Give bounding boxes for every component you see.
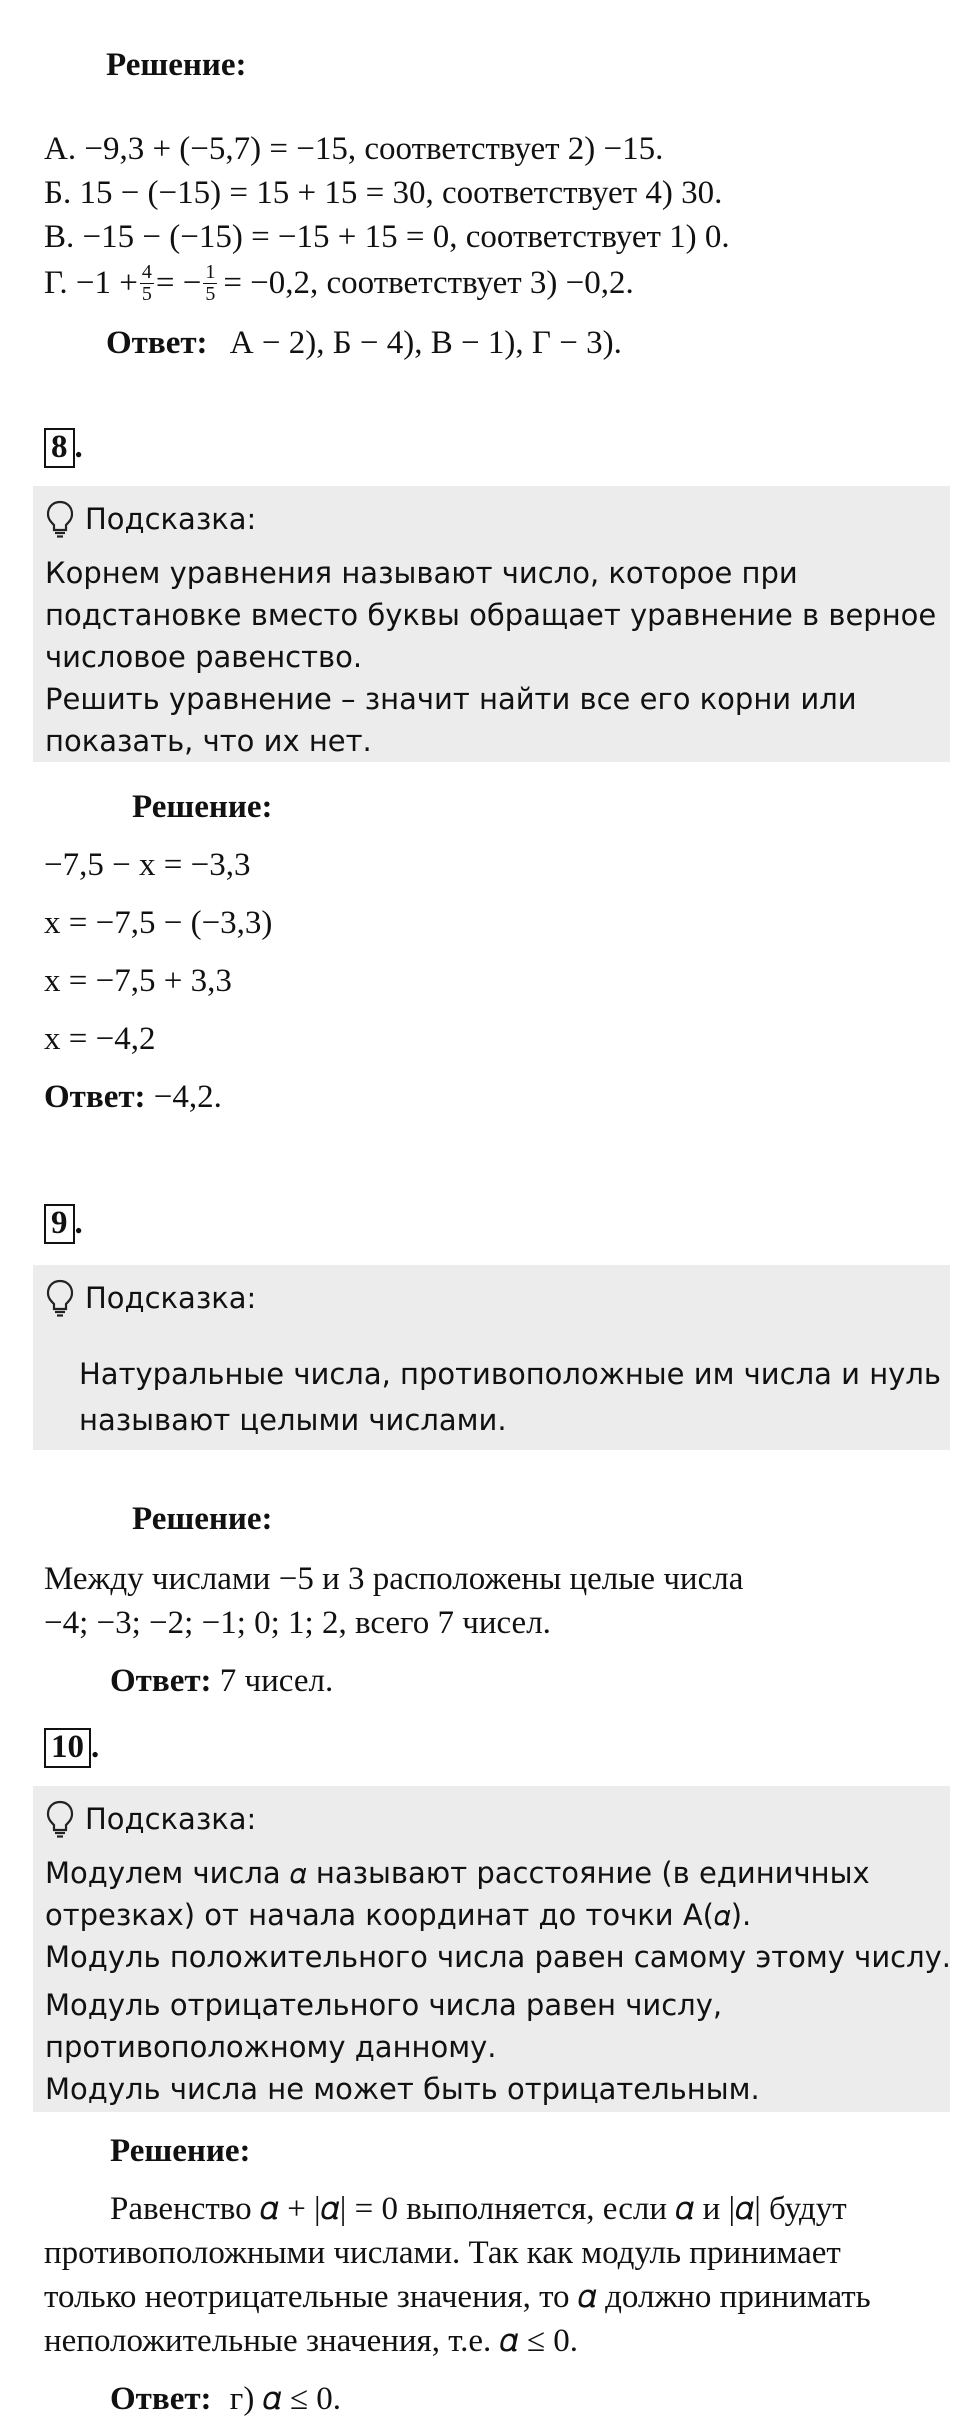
answer-text: А − 2), Б − 4), В − 1), Г − 3). [229,325,622,361]
hint-header [45,1798,256,1840]
fraction-one-fifth: $\frac{1}{5}$ [205,261,216,305]
answer-label: Ответ: [110,1663,212,1699]
hint-box-8 [33,486,950,762]
hint-text-9: Натуральные числа, противоположные им числа и нуль называют целыми числами. [79,1357,941,1438]
solution-line-g [44,262,634,305]
equation-step: x = −7,5 + 3,3 [44,963,232,999]
hint-label: Подсказка: [85,502,257,536]
solution-line: Равенство 𝛼 + |𝛼| = 0 выполняется, если 𝛼 и |𝛼| будут [110,2191,847,2227]
task-number-8: 8 . [44,428,83,468]
solution-line: неположительные значения, т.е. 𝛼 ≤ 0. [44,2323,578,2359]
hint-label: Подсказка: [85,1281,257,1315]
solution-line: −4; −3; −2; −1; 0; 1; 2, всего 7 чисел. [44,1605,551,1641]
solution-heading: Решение: [132,789,273,825]
solution-line-g-mid: = − [155,265,202,302]
solution-line-g-prefix: Г. −1 + [44,265,138,302]
equation-step: x = −4,2 [44,1021,156,1057]
solution-heading: Решение: [132,1501,273,1537]
answer-text: 7 чисел. [219,1663,334,1699]
solution-heading: Решение: [106,47,247,83]
fraction-four-fifths: $\frac{4}{5}$ [141,261,152,305]
hint-label: Подсказка: [85,1802,257,1836]
solution-line: Между числами −5 и 3 расположены целые числа [44,1561,744,1597]
hint-text-8: Корнем уравнения называют число, которое при подстановке вместо буквы обращает уравнение в верное числовое равенство. Решить уравнение – значит найти все его корни или показать, что их нет. [45,556,937,759]
lightbulb-icon [45,1799,75,1839]
lightbulb-icon [45,1278,75,1318]
answer-text: −4,2. [153,1079,222,1115]
equation-step: x = −7,5 − (−3,3) [44,905,273,941]
hint-box-9 [33,1265,950,1450]
hint-box-10 [33,1786,950,2112]
hint-header [45,498,256,540]
solution-line: только неотрицательные значения, то 𝛼 должно принимать [44,2279,871,2315]
solution-line: противоположными числами. Так как модуль принимает [44,2235,841,2271]
equation-step: −7,5 − x = −3,3 [44,847,251,883]
solution-heading: Решение: [110,2133,251,2169]
answer-line [110,1660,333,1703]
solution-line-a: А. −9,3 + (−5,7) = −15, соответствует 2) −15. [44,131,664,167]
answer-line [106,322,622,365]
answer-line [44,1076,222,1119]
task-number-9: 9 . [44,1204,83,1244]
solution-line-g-suffix: = −0,2, соответствует 3) −0,2. [223,265,634,302]
task-number-10: 10 . [44,1728,99,1768]
solution-line-b: Б. 15 − (−15) = 15 + 15 = 30, соответствует 4) 30. [44,175,723,211]
solution-line-v: В. −15 − (−15) = −15 + 15 = 0, соответствует 1) 0. [44,219,730,255]
answer-label: Ответ: [44,1079,146,1115]
lightbulb-icon [45,499,75,539]
answer-text: г) 𝛼 ≤ 0. [229,2381,342,2417]
answer-line [110,2378,341,2421]
answer-label: Ответ: [106,325,208,361]
answer-label: Ответ: [110,2381,212,2417]
hint-text-10: Модулем числа 𝛼 называют расстояние (в единичных отрезках) от начала координат до точки A(𝛼). Модуль положительного числа равен самому этому числу. Модуль отрицательного числа равен числу, противоположному данному. Модуль числа не может быть отрицательным. [45,1856,952,2107]
hint-header [45,1277,256,1319]
